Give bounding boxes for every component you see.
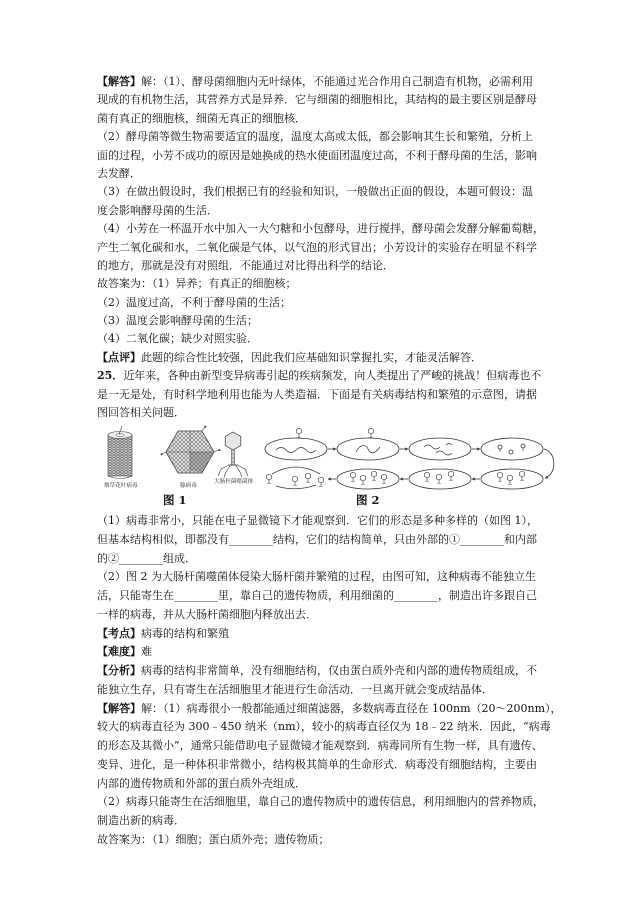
- solution-line: 的形态及其微小”，通常只能借助电子显微镜才能观察到．病毒同所有生物一样，具有遗传、: [97, 739, 543, 752]
- sub-question-line: 的②________组成．: [97, 551, 196, 565]
- key-point-text: 病毒的结构和繁殖: [141, 626, 229, 640]
- comment-label: 【点评】: [97, 350, 141, 364]
- solution-line: 的地方，那就是没有对照组．不能通过对比得出科学的结论．: [97, 258, 394, 272]
- answer-line: （3）温度会影响酵母菌的生活；: [97, 314, 258, 328]
- solution-line: [97, 73, 577, 91]
- solution-label: 【解答】: [97, 701, 141, 715]
- solution-line: （4）小芳在一杯温开水中加入一大勺糖和小包酵母，进行搅拌，酵母菌会发酵分解葡萄糖，: [97, 222, 544, 236]
- tmv-label: 烟草花叶病毒: [104, 483, 138, 489]
- cell-stage-replication: [409, 438, 471, 460]
- solution-line: 度会影响酵母菌的生活．: [97, 203, 218, 217]
- answer-line: （4）二氧化碳；缺少对照实验．: [97, 332, 258, 346]
- figure-1: [104, 426, 254, 507]
- solution-line: 现成的有机物生活，其营养方式是异养．它与细菌的细胞相比，其结构的最主要区别是酵母: [97, 93, 537, 107]
- virus-figures: [0, 420, 640, 512]
- analysis-label: 【分析】: [97, 664, 141, 677]
- sub-question-line: 一样的病毒，并从大肠杆菌细胞内释放出去．: [97, 607, 317, 621]
- solution-line: （2）酵母菌等微生物需要适宜的温度，温度太高或太低，都会影响其生长和繁殖，分析上: [97, 130, 533, 144]
- solution-line: 菌有真正的细胞核，细菌无真正的细胞核．: [97, 111, 306, 125]
- figure-1-caption: 图 1: [163, 493, 187, 507]
- question-stem-text: 近年来，各种由新型变异病毒引起的疾病频发，向人类提出了严峻的挑战！但病毒也不: [123, 369, 542, 383]
- solution-line: 产生二氧化碳和水，二氧化碳是气体，以气泡的形式冒出；小芳设计的实验存在明显不科学: [97, 240, 537, 254]
- sub-question-line: 但基本结构相似，即都没有________结构，它们的结构简单，只由外部的①________和内部: [97, 532, 537, 546]
- arrow-4: [544, 449, 554, 478]
- cell-stage-maturation: [409, 469, 471, 489]
- solution-line: （3）在做出假设时，我们根据已有的经验和知识，一般做出正面的假设，本题可假设：温: [97, 185, 533, 199]
- key-point-line: [97, 625, 577, 644]
- sub-question-line: （1）病毒非常小，只能在电子显微镜下才能观察到．它们的形态是多种多样的（如图 1），: [97, 514, 538, 527]
- answer-line: 故答案为：（1）异养；有真正的细胞核；: [97, 277, 297, 291]
- difficulty-label: 【难度】: [97, 645, 141, 659]
- question-number: 25．: [97, 369, 124, 383]
- solution-text: 解：（1）病毒很小一般都能通过细菌滤器，多数病毒直径在 100nm（20～200nm），: [141, 701, 562, 715]
- answer-line: 故答案为：（1）细胞；蛋白质外壳；遗传物质；: [97, 832, 330, 846]
- adenovirus-label: 腺病毒: [180, 483, 197, 489]
- tobacco-mosaic-virus-drawing: [108, 426, 132, 479]
- adenovirus-drawing: [161, 426, 221, 473]
- cell-stage-adsorption: [265, 428, 327, 460]
- question-stem-line: 是一无是处，有时科学地利用也能为人类造福．下面是有关病毒结构和繁殖的示意图，请据: [97, 387, 537, 401]
- comment-line: [97, 349, 577, 367]
- difficulty-text: 难: [141, 645, 152, 659]
- solution-line: [97, 700, 577, 719]
- comment-text: 此题的综合性比较强，因此我们应基础知识掌握扎实，才能灵活解答．: [141, 350, 482, 364]
- bacteriophage-drawing: [218, 432, 248, 477]
- cell-stage-assembly: [481, 469, 543, 489]
- cell-stage-injection: [337, 428, 399, 460]
- cell-stage-release: [266, 467, 323, 489]
- solution-line: （2）病毒只能寄生在活细胞里，靠自己的遗传物质中的遗传信息，利用细胞内的营养物质，: [97, 795, 544, 809]
- solution-line: 较大的病毒直径为 300﹣450 纳米（nm），较小的病毒直径仅为 18﹣22 纳米．因此，“病毒: [97, 720, 551, 734]
- solution-line: 内部的遗传物质和外部的蛋白质外壳组成．: [97, 776, 306, 790]
- figure-2: [265, 428, 554, 507]
- sub-question-line: 活，只能寄生在________里，靠自己的遗传物质，利用细菌的________，制造出许多跟自己: [97, 589, 537, 602]
- analysis-line: [97, 662, 577, 681]
- solution-line: 变异、进化，是一种体积非常微小，结构极其简单的生命形式．病毒没有细胞结构，主要由: [97, 757, 537, 771]
- solution-line: 去发酵．: [97, 166, 141, 180]
- solution-line: 制造出新的病毒．: [97, 814, 185, 827]
- figure-2-caption: 图 2: [356, 493, 380, 507]
- solution-text: 解：（1）、酵母菌细胞内无叶绿体，不能通过光合作用自己制造有机物，必需利用: [141, 75, 533, 88]
- answer-line: （2）温度过高，不利于酵母菌的生活；: [97, 295, 291, 309]
- analysis-line: 能独立生存，只有寄生在活细胞里才能进行生命活动．一旦离开就会变成结晶体．: [97, 682, 493, 696]
- key-point-label: 【考点】: [97, 626, 141, 640]
- analysis-text: 病毒的结构非常简单，没有细胞结构，仅由蛋白质外壳和内部的遗传物质组成，不: [141, 664, 537, 677]
- solution-line: 面的过程，小芳不成功的原因是她换成的热水使面团温度过高，不利于酵母菌的生活，影响: [97, 148, 537, 162]
- question-stem-line: 图回答相关问题．: [97, 406, 185, 420]
- sub-question-line: （2）图 2 为大肠杆菌噬菌体侵染大肠杆菌并繁殖的过程，由图可知，这种病毒不能独立生: [97, 570, 536, 584]
- bacteriophage-label: 大肠杆菌噬菌体: [214, 479, 254, 485]
- solution-label: 【解答】: [97, 75, 141, 88]
- q25-block: [97, 512, 577, 850]
- cell-stage-filled: [337, 469, 399, 489]
- question-stem-line: [97, 367, 577, 385]
- difficulty-line: [97, 643, 577, 662]
- cell-stage-synthesis: [481, 438, 543, 460]
- q24-answer-block: [97, 73, 577, 422]
